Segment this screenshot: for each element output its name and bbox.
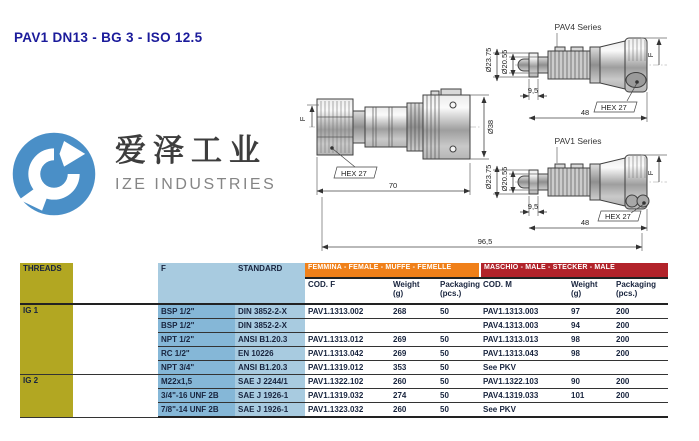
ize-logo-icon xyxy=(10,130,98,218)
pav1-hex-label: HEX 27 xyxy=(605,212,631,221)
spacer-header xyxy=(73,263,158,304)
packaging-m-cell: 200 xyxy=(613,319,668,333)
weight-f-header: Weight (g) xyxy=(390,278,437,304)
pav4-hex-label: HEX 27 xyxy=(601,103,627,112)
weight-m-cell: 98 xyxy=(568,347,613,361)
logo-english-name: IZE INDUSTRIES xyxy=(115,175,277,193)
standard-cell: SAE J 1926-1 xyxy=(235,403,305,418)
female-hex-label: HEX 27 xyxy=(341,169,367,178)
f-cell: M22x1,5 xyxy=(158,375,235,389)
standard-cell: SAE J 1926-1 xyxy=(235,389,305,403)
packaging-m-header: Packaging (pcs.) xyxy=(613,278,668,304)
cod-f-cell: PAV1.1313.002 xyxy=(305,304,390,319)
packaging-m-cell: 200 xyxy=(613,333,668,347)
product-table xyxy=(20,263,668,418)
cod-f-cell xyxy=(305,319,390,333)
female-dia-label: Ø38 xyxy=(486,119,495,135)
weight-m-cell xyxy=(568,403,613,418)
pav4-dia1-label: Ø23.75 xyxy=(484,47,493,73)
packaging-f-cell: 50 xyxy=(437,389,480,403)
pav4-male-drawing xyxy=(484,22,667,122)
packaging-f-header: Packaging (pcs.) xyxy=(437,278,480,304)
cod-f-cell: PAV1.1319.012 xyxy=(305,361,390,375)
cod-m-cell: PAV1.1313.013 xyxy=(480,333,568,347)
f-cell: BSP 1/2" xyxy=(158,304,235,319)
weight-f-cell xyxy=(390,319,437,333)
weight-m-cell: 101 xyxy=(568,389,613,403)
page-title: PAV1 DN13 - BG 3 - ISO 12.5 xyxy=(14,30,203,45)
cod-m-header: COD. M xyxy=(480,278,568,304)
f-cell: BSP 1/2" xyxy=(158,319,235,333)
weight-f-cell: 260 xyxy=(390,403,437,418)
cod-m-cell: PAV1.1313.003 xyxy=(480,304,568,319)
female-length-label: 70 xyxy=(388,181,398,190)
standard-cell: DIN 3852-2-X xyxy=(235,319,305,333)
spacer-cell xyxy=(73,375,158,418)
weight-f-cell: 353 xyxy=(390,361,437,375)
weight-m-header: Weight (g) xyxy=(568,278,613,304)
weight-f-cell: 274 xyxy=(390,389,437,403)
packaging-f-cell: 50 xyxy=(437,375,480,389)
f-cell: NPT 1/2" xyxy=(158,333,235,347)
pav1-series-label: PAV1 Series xyxy=(554,136,602,146)
f-cell: RC 1/2" xyxy=(158,347,235,361)
standard-header: STANDARD xyxy=(235,263,305,304)
standard-cell: ANSI B1.20.3 xyxy=(235,361,305,375)
thread-group-cell: IG 1 xyxy=(20,304,73,375)
packaging-m-cell: 200 xyxy=(613,347,668,361)
packaging-f-cell: 50 xyxy=(437,304,480,319)
spacer-cell xyxy=(73,304,158,375)
cod-m-cell: See PKV xyxy=(480,361,568,375)
pav4-series-label: PAV4 Series xyxy=(554,22,602,32)
pav4-dia2-label: Ø20.55 xyxy=(500,49,509,75)
cod-m-cell: PAV4.1313.003 xyxy=(480,319,568,333)
weight-m-cell: 90 xyxy=(568,375,613,389)
standard-cell: SAE J 2244/1 xyxy=(235,375,305,389)
pav4-offset-label: 9,5 xyxy=(527,86,539,95)
pav1-f-label: F xyxy=(646,170,655,176)
thread-group-cell: IG 2 xyxy=(20,375,73,418)
cod-m-cell: PAV4.1319.033 xyxy=(480,389,568,403)
standard-cell: ANSI B1.20.3 xyxy=(235,333,305,347)
female-group-header: FEMMINA - FEMALE - MUFFE - FEMELLE xyxy=(305,263,480,278)
weight-m-cell: 98 xyxy=(568,333,613,347)
f-cell: 3/4"-16 UNF 2B xyxy=(158,389,235,403)
packaging-m-cell: 200 xyxy=(613,389,668,403)
overall-length-label: 96,5 xyxy=(477,237,493,246)
f-header: F xyxy=(158,263,235,304)
pav1-dia2-label: Ø20.55 xyxy=(500,166,509,192)
pav1-male-drawing xyxy=(484,136,667,231)
table-row xyxy=(20,375,668,389)
cod-m-cell: See PKV xyxy=(480,403,568,418)
table-row xyxy=(20,304,668,319)
weight-m-cell: 97 xyxy=(568,304,613,319)
weight-m-cell: 94 xyxy=(568,319,613,333)
male-group-header: MASCHIO - MALE - STECKER - MALE xyxy=(480,263,668,278)
f-cell: NPT 3/4" xyxy=(158,361,235,375)
female-f-label: F xyxy=(298,116,307,122)
pav1-length-label: 48 xyxy=(580,218,590,227)
weight-f-cell: 269 xyxy=(390,333,437,347)
weight-m-cell xyxy=(568,361,613,375)
logo-text xyxy=(115,130,276,194)
weight-f-cell: 268 xyxy=(390,304,437,319)
table-group-header-row xyxy=(20,263,668,278)
logo-chinese-name: 爱泽工业 xyxy=(115,133,267,169)
packaging-m-cell: 200 xyxy=(613,375,668,389)
table-body xyxy=(20,304,668,417)
packaging-f-cell: 50 xyxy=(437,361,480,375)
threads-header: THREADS xyxy=(20,263,73,304)
cod-m-cell: PAV1.1313.043 xyxy=(480,347,568,361)
packaging-m-cell xyxy=(613,361,668,375)
pav4-length-label: 48 xyxy=(580,108,590,117)
packaging-m-cell xyxy=(613,403,668,418)
pav4-f-label: F xyxy=(646,52,655,58)
packaging-f-cell: 50 xyxy=(437,403,480,418)
company-logo xyxy=(10,130,276,218)
weight-f-cell: 269 xyxy=(390,347,437,361)
pav1-dia1-label: Ø23.75 xyxy=(484,164,493,190)
cod-f-cell: PAV1.1323.032 xyxy=(305,403,390,418)
overall-length-dimension xyxy=(322,197,642,251)
cod-f-cell: PAV1.1313.012 xyxy=(305,333,390,347)
cod-f-header: COD. F xyxy=(305,278,390,304)
packaging-f-cell: 50 xyxy=(437,333,480,347)
packaging-f-cell xyxy=(437,319,480,333)
cod-m-cell: PAV1.1322.103 xyxy=(480,375,568,389)
cod-f-cell: PAV1.1319.032 xyxy=(305,389,390,403)
cod-f-cell: PAV1.1322.102 xyxy=(305,375,390,389)
technical-drawing xyxy=(285,5,699,257)
packaging-m-cell: 200 xyxy=(613,304,668,319)
cod-f-cell: PAV1.1313.042 xyxy=(305,347,390,361)
pav1-offset-label: 9,5 xyxy=(527,202,539,211)
weight-f-cell: 260 xyxy=(390,375,437,389)
packaging-f-cell: 50 xyxy=(437,347,480,361)
female-coupling-drawing xyxy=(298,89,495,195)
standard-cell: EN 10226 xyxy=(235,347,305,361)
f-cell: 7/8"-14 UNF 2B xyxy=(158,403,235,418)
standard-cell: DIN 3852-2-X xyxy=(235,304,305,319)
